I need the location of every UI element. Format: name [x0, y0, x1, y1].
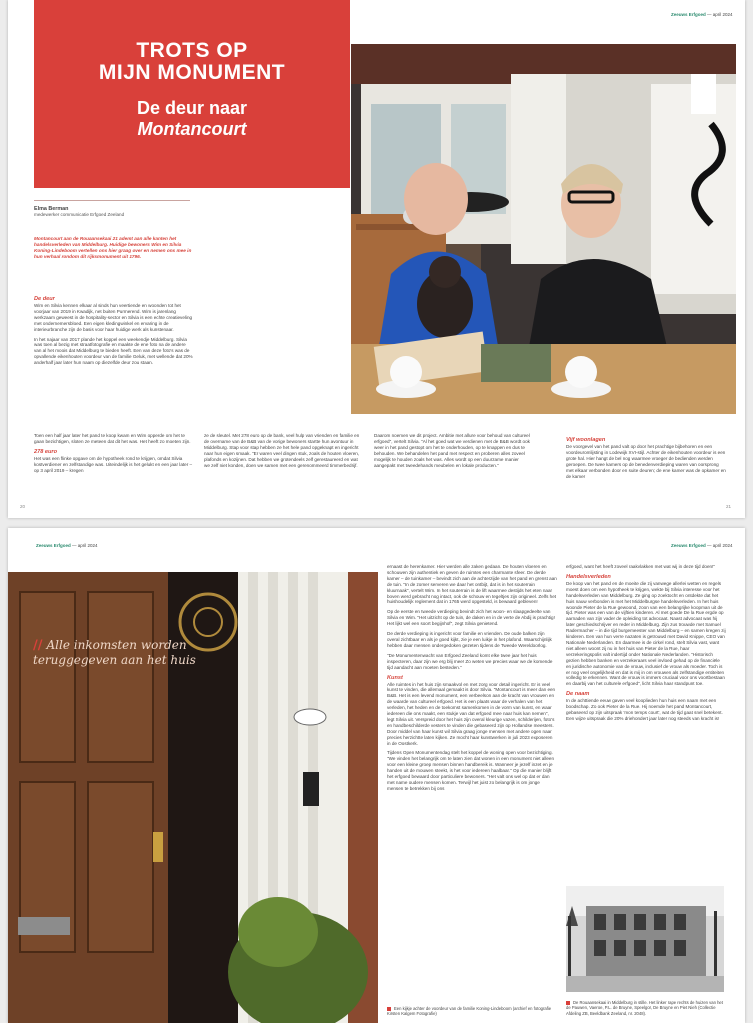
section-heading: Vijf woonlagen: [566, 437, 606, 443]
body-paragraph: Daarom noemen we dit project. Ambitie met allure voor behoud van cultureel erfgoed", vertelt Silvia. "Al het goed wat we verdienen met de B&B wordt ook weer in het pand gestopt om het te onderhouden, op te knappen en dus te behouden. We behandelen het pand met respect en proberen alles zoveel mogelijk te houden zoals het was. Alles wordt op een duurzame manier aangepakt met tweedehands meubelen en lokale producten.": [374, 433, 530, 468]
article-column-left: [387, 564, 557, 1017]
body-paragraph: "De Monumentenwacht van Erfgoed Zeeland komt elke twee jaar het huis inspecteren, daar zijn we erg blij mee! Zo weten we precies waar we de komende tijd aandacht aan moeten besteden.": [387, 652, 553, 670]
bottom-column-1: [34, 433, 194, 505]
body-paragraph: In de achttiende eeuw gaven veel kooplieden hun huis een naam met een boodschap. Zo ook Pieter de la Rue. Hij noemde het pand Montancourt, gebaseerd op zijn uitspraak 'mon temps court', wat de tijd gaat snel betekent. Een wijze uitspraak die 20% driehondert jaar later nog steeds van kracht is!: [566, 698, 723, 721]
author-role: medewerker communicatie Erfgoed Zeeland: [34, 212, 125, 217]
issue-date: — april 2024: [707, 12, 733, 17]
page-number-right: 21: [726, 504, 732, 509]
body-paragraph: Tijdens Open Monumentendag stelt het koppel de woning open voor bezichtiging. "We vinden het belangrijk om te laten zien dat wonen in een monument niet alleen voor een kleine groep mensen binnen handbereik is. Wanneer je jezelf inzet en je handen uit de mouwen steekt, is het voor iedereen haalbaar." Op die manier blijft het erfgoed bewaard door particuliere bewoners. "Het valt ons wel op dat er dan met name oudere mensen komen. Terwijl het juist zo belangrijk is om jonge mensen te betrekken bij ons: [387, 750, 555, 791]
section-heading: Kunst: [387, 674, 403, 681]
article-title: [34, 40, 350, 84]
magazine-spread-bottom: [8, 528, 745, 1023]
author-divider: [34, 200, 190, 201]
caption-door-photo: [387, 1006, 557, 1017]
couple-photo: [351, 44, 736, 414]
body-paragraph: De koop van het pand en de moeite die zij vanwege allerlei wetten en regels moest doen om een hypotheek te krijgen, wekte bij Silvia interesse voor het handelsverleden van Middelburg. Ze ging op zoektocht en ontdekte dat het huis nauw verbonden is met het Middelburgse handelsverleden. In het huis woonde Pieter de la Rue gewoond, zoon van een belangrijke koopman uit de tijd. Pieter was een van de vijftien kinderen. Al met goede De la Rue ergde op aarnaden van zijn vader de opleiding tot advocaat. Naast advocaat was hij later geschiedschrijver en reder in Middelburg. Zijn zus trouwde met Samuel Radermacher – in die tijd burgemeester van Middelburg – en samen kregen zij kinderen. Een van hun verre nazaten is getrouwd met David Knippe, CEO van Nationale Nederlanden. En daarmee is de cirkel rond, stelt Silvia vast, want niet alleen woont zij nu in het huis van Pieter de la Rue, haar verzekeringspolis valt indertijd onder Nationale Nederlanden. "Historisch gezien hebben banken en verzekeraars veel invloed gehad op de financiële en juridische autonomie van de vrouw, inclusief de vrouw als moeder. Toch is er nog veel ongelijkheid en dat is mij in om vrouwen als zelfstandige entiteiten volledig te erkennen. Want de vrouw is immers cruciaal voor ons voortbestaan en daarbij van het culturele erfgoed", licht Silvia haar standpunt toe.: [566, 580, 726, 687]
article-column-right: [566, 564, 726, 882]
intro-column: [34, 292, 194, 424]
page-number-left: 20: [20, 504, 26, 509]
running-head-right: [671, 12, 733, 17]
section-heading: De naam: [566, 691, 590, 698]
caption-text: De Rouaansekaai in Middelburg in stille. Het linker rape rechts de huizen van het de Pauwen, Vaeroe, P.L. de Bruyne, Speelgor, De Bruyne en Piet Nieh (Collectie Afdeling ZB, Beeldbank Zeeland, nr. 2048).: [566, 1000, 723, 1016]
pull-quote-text: Alle inkomsten worden teruggegeven aan het huis: [33, 638, 196, 667]
section-heading: De deur: [34, 296, 55, 302]
article-lede: Montancourt aan de Rouaansekaai 21 ademt aan alle kanten het handelsverleden van Middelburg. Huidige bewoners Wim en Silvia Koning-Lindeboom vertellen ons hier graag over en nemen ons mee in hun verhaal rondom dit rijksmonument uit 1796.: [34, 236, 192, 259]
body-paragraph: ze de sleutel. Met 278 euro op de bank, veel hulp van vrienden en familie en de overname van de B&B van de vorige bewoners startte hun avontuur in Middelburg. Stap voor stap hebben ze het hele pand opgeknapt en ingericht naar hun eigen smaak. "Er waren veel dingen stuk, zoals de houten vloeren, plafonds en kozijnen. Dat hebben we grotendeels zelf gerestaureerd en wat we zelf niet konden, doen we samen met een gerenommeerd timmerbedrijf.: [204, 433, 360, 468]
door-photo: [8, 572, 378, 1023]
caption-marker-icon: [387, 1007, 391, 1011]
title-block: [34, 0, 350, 188]
body-paragraph: Het was een flinke opgave om de hypotheek rond te krijgen, omdat Silvia kostverdiener en zelfstandige was. Uiteindelijk is het gelukt en een jaar later – op 3 april 2019 – kregen: [34, 455, 193, 473]
bottom-column-4: [566, 433, 726, 505]
bottom-column-3: [374, 433, 534, 505]
body-paragraph: Wim en Silvia kennen elkaar al sinds hun veertiende en woonden tot het voorjaar van 2019 in Kwadijk, net buiten Purmerend. Wim is jarenlang werkzaam geweest in de hospitality-sector en Silvia is een echte creatieveling met ondernemersbloed. Een eigen kledingwinkel en ervaring in de interieurbranche zijn de basis voor haar huidige werk als kunstenaar.: [34, 303, 193, 332]
issue-date: — april 2024: [72, 543, 98, 548]
magazine-name: Zeeuws Erfgoed: [671, 12, 706, 17]
issue-date: — april 2024: [707, 543, 733, 548]
subtitle-line-2: Montancourt: [137, 119, 247, 139]
running-head-left: [36, 543, 98, 548]
body-paragraph: In het najaar van 2017 plande het koppel een weekendje Middelburg. Silvia was toen al bezig met straatfotografie en maakte de ene foto na de andere van al het moois dat Middelburg te bieden heeft. Een van deze foto's was de opvallende eikenhouten voordeur van de familie Geluk, met wellende dat 20% anderhalf jaar later hun naam op diezelfde deur zou staan.: [34, 336, 193, 366]
running-head-right: [671, 543, 733, 548]
section-heading: Handelsverleden: [566, 573, 611, 580]
body-paragraph: Op de eerste en tweede verdieping bevindt zich het woon- en slaapgedeelte van Silvia en Wim. "Het uitzicht op de tuin, de daken en in de verte de Abdij is prachtig! Het lijkt wel een soort begijnhof", zegt Silvia genietend.: [387, 609, 555, 627]
title-line-2: MIJN MONUMENT: [98, 61, 286, 84]
body-paragraph: De derde verdieping is ingericht voor familie en vrienden. De oude balken zijn overal zichtbaar en als je goed kijkt, zie je een luikje in het plafond. Waarschijnlijk hebben daar mensen ondergedoken gezeten tijdens de Tweede Wereldoorlog.: [387, 631, 552, 648]
historic-street-photo: [566, 886, 724, 992]
couple-photo-illustration: [351, 44, 736, 414]
body-paragraph: Toen een half jaar later het pand te koop kwam en Wim opperde om het te gaan bezichtigen, sloten ze meteen dat dit het was. Het heeft zo moeten zijn.: [34, 433, 191, 444]
caption-historic-photo: [566, 1000, 726, 1016]
quote-mark-icon: //: [33, 638, 43, 653]
magazine-spread-top: [8, 0, 745, 518]
caption-text: Een kijkje achter de voordeur van de familie Koning-Lindeboom (archief en fotografie Kirsten Kalgem Fotografie): [387, 1006, 552, 1017]
subtitle-line-1: De deur naar: [136, 98, 248, 118]
pull-quote: [33, 638, 213, 668]
section-heading: 278 euro: [34, 448, 58, 455]
author-name: Elma Berman: [34, 206, 69, 212]
article-subtitle: [34, 98, 350, 140]
magazine-name: Zeeuws Erfgoed: [671, 543, 706, 548]
caption-marker-icon: [566, 1001, 570, 1005]
body-paragraph: Alle ruimtes in het huis zijn smaakvol en met zorg voor detail ingericht. Er is veel kunst te vinden, die allemaal gemaakt is door Silvia. "Montancourt is meer dan een B&B. Het is een levend monument, een verbeelson aan de kracht van vrouwen en de waarde van cultureel erfgoed. Het is een plaats waar de verhalen van het verleden, het heden en de toekomst samenkomen in de vorm van kunst, en waar iedereen die ons maakt, een stukje van dat erfgoed mee naar huis kan nemen", legt Silvia uit. Verspreid door het huis zijn overal kleurige vazen, schilderijen, foto's en handbeschilderde vesters te vinden die gebaseerd zijn op Hollandse meesters. Door middel van haar kunst wil Silvia graag jonge mensen met andere ogen naar precies herzichtte laten kijken. Ze mocht haar kunstwerken in juli 2023 exposeren in de Oostkerk.: [387, 681, 556, 746]
body-paragraph: De voorgevel van het pand valt op door het prachtige bijbehoren en een voordeuromlijsting in Lodewijk XVI-stijl. Achter de eikenhouten voordeur is een grote hal. Hier hangt de bel nog waarmee vroeger de bedienden werden geroepen. De twee kamers op de benedenverdieping waren van oorsprong met elkaar verbonden door en suite deuren; de ene kamer was de opkamer en de kamer: [566, 444, 726, 479]
author-block: [34, 206, 194, 217]
title-line-1: TROTS OP: [136, 39, 248, 62]
body-paragraph: ernaast de herenkamer. Hier werden alle zaken gedaan. De houten vloeren en schouwen zijn authentiek en geven de ruimtes een charmante sfeer. De derde kamer – de tuinkamer – bevindt zich aan de achterzijde van het pand en grenst aan de tuin. "In de zomer serveren we daar het ontbijt, dat is in het souterrain kluurnaak", vertelt Wim. In het souterrain is de lift waarmee destijds het eten naar boven werd gebracht nog intact, ook de schouw en tegeltjes zijn origineel. Zelfs het huishoudelijk reglement dat in 1765 werd opgesteld, is bewaard gebleven!: [387, 564, 557, 605]
body-paragraph: erfgoed, want het heeft zoveel raakvlakken met wat wij in deze tijd doen!": [566, 564, 715, 569]
historic-photo-illustration: [566, 886, 724, 992]
magazine-name: Zeeuws Erfgoed: [36, 543, 71, 548]
bottom-column-2: [204, 433, 364, 505]
